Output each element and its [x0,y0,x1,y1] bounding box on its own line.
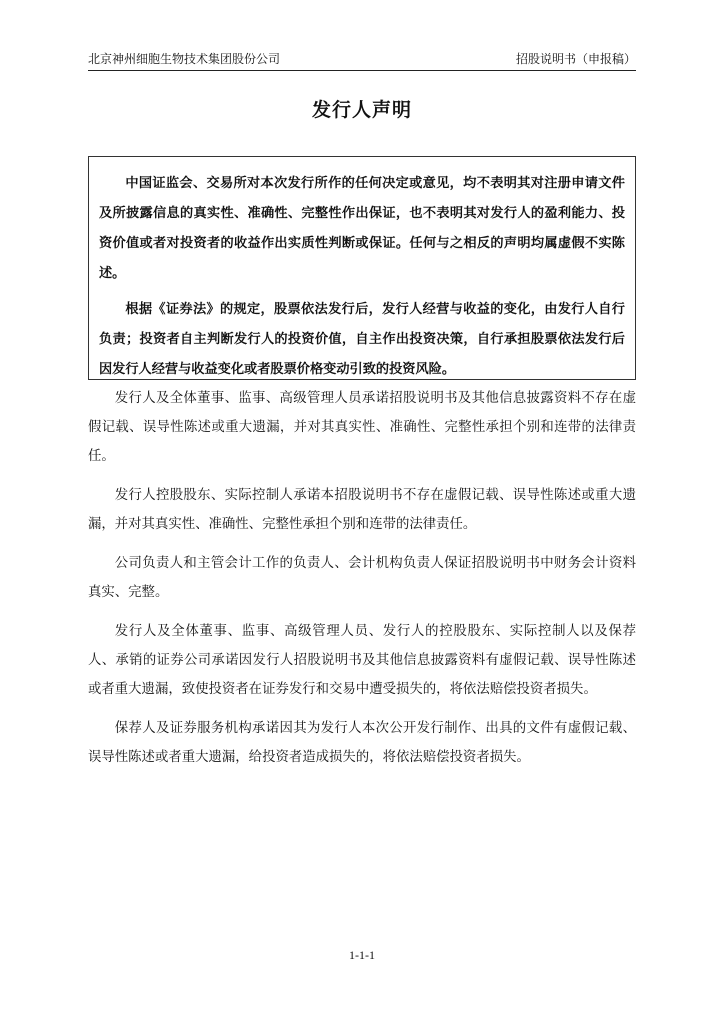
body-paragraph: 保荐人及证券服务机构承诺因其为发行人本次公开发行制作、出具的文件有虚假记载、误导性陈述或者重大遗漏，给投资者造成损失的，将依法赔偿投资者损失。 [88,721,636,765]
body-paragraph: 发行人及全体董事、监事、高级管理人员、发行人的控股股东、实际控制人以及保荐人、承销的证券公司承诺因发行人招股说明书及其他信息披露资料有虚假记载、误导性陈述或者重大遗漏，致使投资者在证券发行和交易中遭受损失的，将依法赔偿投资者损失。 [88,624,636,697]
body-paragraph: 发行人及全体董事、监事、高级管理人员承诺招股说明书及其他信息披露资料不存在虚假记载、误导性陈述或重大遗漏，并对其真实性、准确性、完整性承担个别和连带的法律责任。 [88,391,636,464]
header-document-type: 招股说明书（申报稿） [515,52,636,66]
notice-paragraph: 中国证监会、交易所对本次发行所作的任何决定或意见，均不表明其对注册申请文件及所披露信息的真实性、准确性、完整性作出保证，也不表明其对发行人的盈利能力、投资价值或者对投资者的收益作出实质性判断或保证。任何与之相反的声明均属虚假不实陈述。 [99,176,625,281]
body-paragraph: 发行人控股股东、实际控制人承诺本招股说明书不存在虚假记载、误导性陈述或重大遗漏，并对其真实性、准确性、完整性承担个别和连带的法律责任。 [88,488,636,532]
page-title: 发行人声明 [311,99,412,121]
page-number: 1-1-1 [349,948,375,962]
notice-paragraph: 根据《证券法》的规定，股票依法发行后，发行人经营与收益的变化，由发行人自行负责；投资者自主判断发行人的投资价值，自主作出投资决策，自行承担股票依法发行后因发行人经营与收益变化或者股票价格变动引致的投资风险。 [99,302,625,377]
body-paragraph: 公司负责人和主管会计工作的负责人、会计机构负责人保证招股说明书中财务会计资料真实、完整。 [88,556,636,600]
page-header [88,50,636,71]
regulatory-notice-box [88,156,636,380]
declaration-body [88,384,636,782]
header-company-name: 北京神州细胞生物技术集团股份公司 [88,52,281,66]
